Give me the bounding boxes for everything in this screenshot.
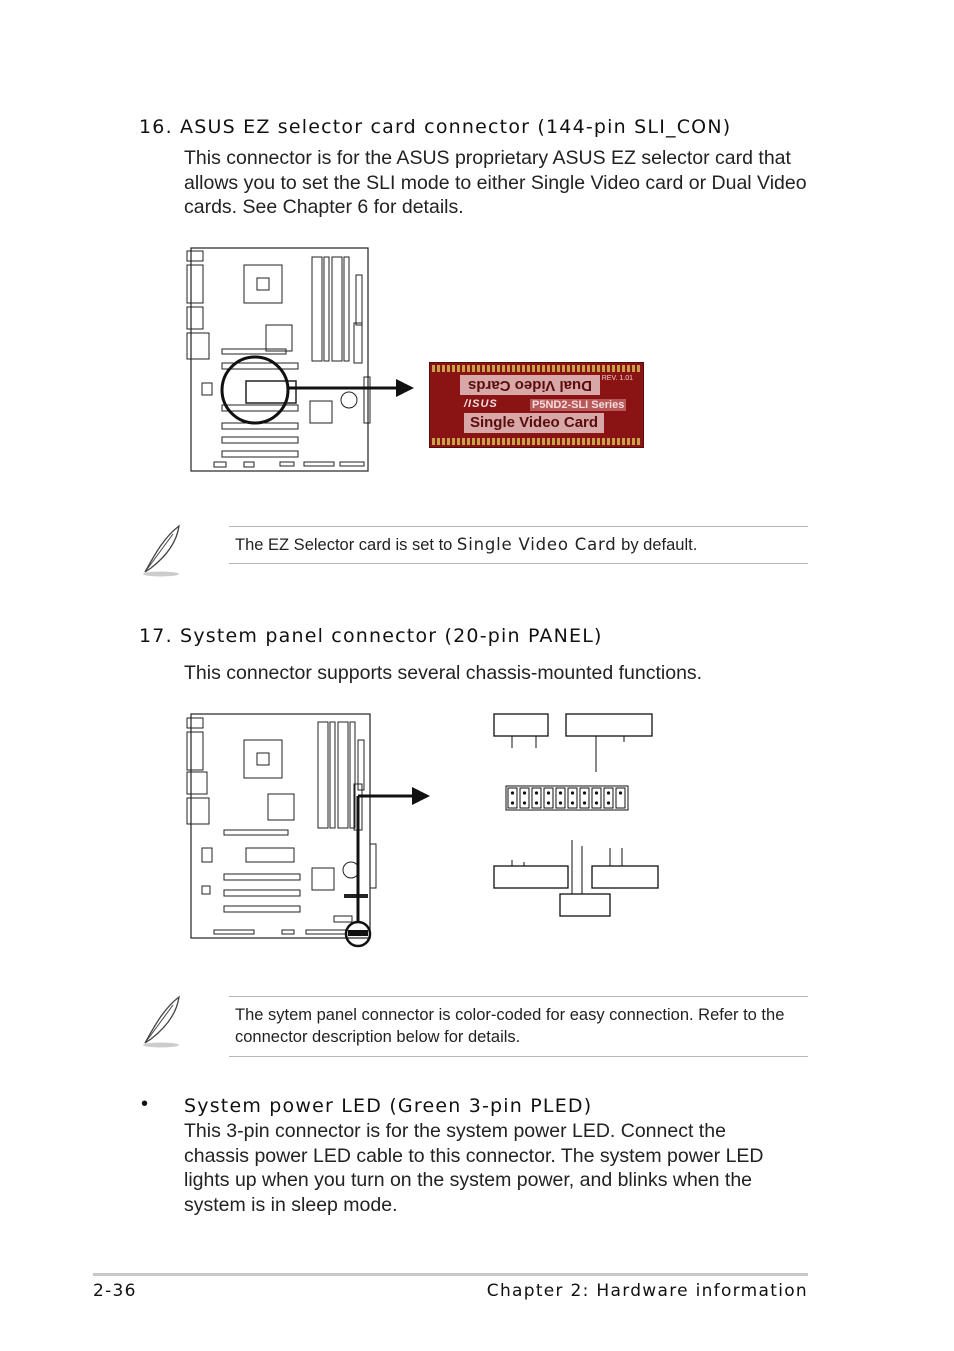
note-1-text [235, 534, 805, 556]
note-2-bottom-rule [229, 1056, 808, 1057]
note-feather-icon [139, 522, 183, 578]
note-1-bottom-rule [229, 563, 808, 564]
note-2-text: The sytem panel connector is color-coded for easy connection. Refer to the connector description below for details. [235, 1006, 785, 1046]
note-1-suffix: by default. [616, 536, 698, 554]
note-1-top-rule [229, 526, 808, 527]
bullet-symbol: • [141, 1093, 149, 1115]
bullet-heading: System power LED (Green 3-pin PLED) [184, 1095, 593, 1117]
bullet-paragraph: This 3-pin connector is for the system power LED. Connect the chassis power LED cable to this connector. The system power LED lights up when you turn on the system power, and blinks when the system is in sleep mode. [184, 1120, 764, 1216]
ez-selector-card [429, 362, 644, 448]
footer-rule [93, 1273, 808, 1276]
card-series: P5ND2-SLI Series [532, 399, 625, 411]
card-top-contacts [432, 365, 641, 372]
panel-connector-diagram [184, 710, 664, 950]
note-2-top-rule [229, 996, 808, 997]
section-16-heading: 16. ASUS EZ selector card connector (144-pin SLI_CON) [139, 116, 732, 138]
card-bottom-contacts [432, 438, 641, 445]
note-1-prefix: The EZ Selector card is set to [235, 536, 457, 554]
card-dual-label: Dual Video Cards [460, 375, 600, 395]
section-17-paragraph: This connector supports several chassis-mounted functions. [184, 662, 703, 684]
section-16-paragraph: This connector is for the ASUS proprietary ASUS EZ selector card that allows you to set the SLI mode to either Single Video card or Dual Video cards. See Chapter 6 for details. [184, 147, 807, 218]
page-number: 2-36 [93, 1281, 137, 1301]
card-single-label: Single Video Card [464, 413, 604, 433]
card-rev: REV. 1.01 [601, 375, 633, 382]
card-brand: /ISUS [464, 398, 498, 410]
section-17-heading: 17. System panel connector (20-pin PANEL) [139, 625, 603, 647]
note-feather-icon [139, 993, 183, 1049]
note-1-emphasis: Single Video Card [456, 535, 617, 554]
chapter-title: Chapter 2: Hardware information [486, 1281, 808, 1301]
motherboard-layout-2 [184, 710, 664, 950]
